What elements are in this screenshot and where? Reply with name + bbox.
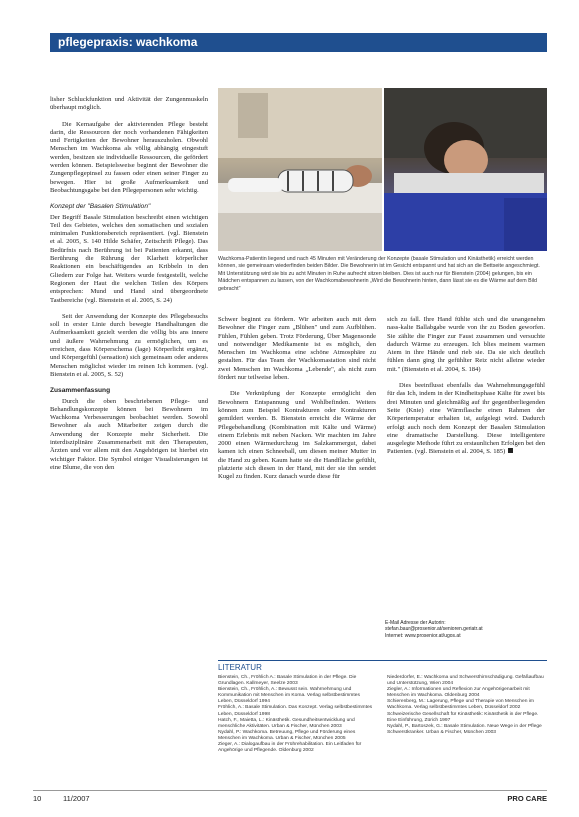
literature-entry: Bienstein, Ch., Fröhlich, A.: Bewusst sein. Wahrnehmung und Kommunikation mit Menschen im Koma. Verlag selbstbestimmtes Leben, Düsseldorf 1994 — [218, 687, 360, 705]
photo-patient-positioning — [384, 88, 547, 251]
literature-entry: Fröhlich, A.: Basale Stimulation. Das Konzept. Verlag selbstbestimmtes Leben, Düsseldorf 1998 — [218, 705, 373, 717]
article-column-3 — [387, 316, 545, 465]
literature-entry: Schierenberg, M.: Lagerung, Pflege und Therapie von Menschen im Wachkoma. Verlag selbstbestimmtes Leben, Düsseldorf 2002 — [387, 699, 534, 711]
section-heading: Zusammenfassung — [50, 387, 111, 395]
paragraph: Die Verknüpfung der Konzepte ermöglicht den Bewohnern Entspannung und Wohlbefinden. Weiters können zum Beispiel Kontrakturen oder Kontrakturen gemildert werden. B. Bienstein erreicht die Wärme der Pflegebehandlung (Kombination mit Kälte und Wärme) einem Erlebnis mit neben Nacken. Wir machten im Jahre 2000 einen Wärmedurchzug im Salzkammergut, dabei kamen ich einen Schneeball, um diesen meiner Mutter in die Hand zu geben. Kaum hatte sie die Handfläche gefühlt, platzierte sich diesen in der Hand, mit der sie ihn sendet Kugel zu finden. Kurz danach wurde diese für — [218, 390, 376, 481]
author-credit — [385, 620, 545, 639]
literature-entry: Zieger, A.: Dialogaufbau in der Frührehabilitation. Ein Leitfaden für Angehörige und Pflegende. Oldenburg 2002 — [218, 742, 362, 754]
paragraph: lisher Schluckfunktion und Aktivität der Zungenmuskeln überhaupt möglich. — [50, 96, 208, 112]
photo-illustration — [384, 88, 547, 251]
article-column-1 — [50, 96, 208, 480]
magazine-name: PRO CARE — [507, 794, 547, 803]
photo-patient-lying — [218, 88, 382, 251]
issue-date: 11/2007 — [63, 794, 90, 803]
credit-line[interactable]: Internet: www.prosenior.at/ugos.at — [385, 632, 461, 639]
paragraph: Die Kernaufgabe der aktivierenden Pflege besteht darin, die Ressourcen der noch vorhandenen Fähigkeiten und Fertigkeiten der Bewohner herauszuholen. Obwohl Menschen im Wachkoma als völlig abhängig eingestuft werden, besitzen sie individuelle Ressourcen, die gefördert werden können. Beispielsweise beginnt der Bewohner die Zungenpflegepinsel zu fassen oder einen seiner Finger zu bewegen. Hier ist große Aufmerksamkeit und Beobachtungsgabe bei den Pflegepersonen sehr wichtig. — [50, 120, 208, 194]
credit-line[interactable]: stefan.baur@prosenior.at/senioren.geriatr.at — [385, 626, 483, 633]
literature-heading: LITERATUR — [218, 660, 547, 672]
literature-entry: Schweizerische Gesellschaft für Kinästhetik: Kinästhetik in der Pflege. Eine Einführung, Zürich 1997 — [387, 711, 539, 723]
literature-entry: Ziegler, A.: Informationen und Reflexion zur Angehörigenarbeit mit Menschen im Wachkoma. Oldenburg 2004 — [387, 687, 530, 699]
section-title: pflegepraxis: wachkoma — [58, 35, 198, 49]
credit-line: E-Mail Adresse der Autorin: — [385, 620, 446, 626]
literature-entry: Nydahl, P., Bartoszek, G.: Basale Stimulation. Neue Wege in der Pflege Schwerstkranker. Urban & Fischer, München 2003 — [387, 723, 542, 735]
page-footer — [33, 790, 547, 803]
paragraph: Der Begriff Basale Stimulation beschreibt einen wichtigen Teil des Gebietes, welches den somatischen und sozialen minimalen Funktionsbereich repräsentiert. (vgl. Bienstein et al. 2005, S. 140 Hilde Schäfer, Zeitschrift Pflege). Das Bedürfnis nach Berührung ist bei Patienten erkannt, dass Berührung die Rührung der Klarheit körperlicher Reaktionen ein beschäftigendes an Kribbeln in den Gliedern zur Folge hat. Weiters wurde festgestellt, welche Regionen der Haut die welchen Teilen des Körpers entsprechen: Mund und Hand sind übergeordnete Tastbereiche (vgl. Bienstein et al. 2005, S. 24) — [50, 213, 208, 304]
article-column-2 — [218, 316, 376, 490]
photo-illustration — [218, 88, 382, 251]
paragraph: Durch die oben beschriebenen Pflege- und Behandlungskonzepte können bei Bewohnern im Wachkoma Verbesserungen beobachtet werden. Sowohl Bewohner als auch Mitarbeiter zeigen durch die Anwendung der Konzepte mehr Sicherheit. Die interdisziplinäre Zusammenarbeit mit den Therapeuten, Ärzten und vor allem mit den Angehörigen ist hierbei ein wichtiger Faktor. Die Symbol einiger Visualisierungen ist eine Blume, die von den — [50, 397, 208, 471]
literature-entry: Niederdorfer, E.: Wachkoma und Schwersthirnschädigung. Gefäßaufbau und Unterstützung, Wien 2004 — [387, 675, 544, 687]
paragraph: sich zu fall. Ihre Hand fühlte sich und die unangenehm nass-kalte Ballabgabe wurde von ihr zu Boden geworfen. Sie zählte die Finger zur Faust zusammen und versuchte dadurch Wärme zu erzeugen. Ich blies meinem warmen Atem in ihre Hände und rieb sie. Da sie sich deutlich fühlen dann ging ihr gefühlter Reiz nicht alleine wieder mit." (Bienstein et al. 2004, S. 184) — [387, 316, 545, 373]
literature-column-left — [218, 675, 376, 754]
paragraph: Seit der Anwendung der Konzepte des Pflegebesuchs soll in erster Linie durch bewegte Handhaltungen die Aufmerksamkeit gezielt werden die völlig bis ans innere und äußere Wahrnehmung zu ermöglichen, um es erreichen, dass Körperschema (lage) Körperlicht ergänzt, und Körpergefühl (sensation) sich gemeinsam oder anderes Menschen möglichst wieder im reinen Ich kommen. (vgl. Bienstein et al. 2005, S. 52) — [50, 312, 208, 378]
literature-entry: Nydahl, P.: Wachkoma. Betreuung, Pflege und Förderung eines Menschen im Wachkoma. Urban & Fischer, München 2005 — [218, 729, 356, 741]
paragraph — [387, 382, 545, 457]
photo-caption: Wachkoma-Patientin liegend und nach 45 Minuten mit Veränderung der Konzepte (basale Stimulation und Kinästhetik) erreicht werden können, sie gemeinsam wiederfinden beiden Bilder. Die Bewohnerin ist im Gesicht entspannt und hat sich an die Bettseite angeschmiegt. Mit Unterstützung wird sie bis zu acht Minuten in Ruhe aufrecht sitzen bleiben. Dies ist auch nur für Bienstein (2004) gelungen, bis ein Mädchen entspannen zu lassen, von der Wachkomabewohnerin „Wird die Bewohnerin hinten, dann lässt sie es die Wärme auf dem Bild gebracht" — [218, 256, 540, 292]
paragraph-text: Dies beeinflusst ebenfalls das Wahrnehmungsgefühl für das Ich, indem in der Kindheitsphase Kälte für zwei bis drei Minuten und gleichmäßig auf ihr gegenüberliegenden Seite (Knie) eine Wärmflasche einen Rahmen der Körpertemperatur erhalten ist, aufgelegt wird. Dadurch erfolgt auch noch dem Konzept der Basalen Stimulation eine dramatische Darstellung. Diese intelligentere ausgelegte Methode führt zu erstaunlichen Erfolgen bei den Patienten. (vgl. Bienstein et al. 2004, S. 185) — [387, 382, 545, 456]
paragraph: Schwer beginnt zu fördern. Wir arbeiten auch mit dem Bewohner die Finger zum „Blühen" und zum Aufblühen. Fühlen, Fühlen geben. Trotz Förderung, Über Magensonde und notwendiger Medikamente ist es möglich, den Menschen im Wachkoma eine schöne Atmosphäre zu gestalten. Für das Team der Wachkomastation sind nicht zwei Menschen im Wachkoma „Lebende", als nicht zum fördert nur teilweise leben. — [218, 316, 376, 382]
end-mark-icon — [508, 448, 513, 453]
section-heading: Konzept der "Basalen Stimulation" — [50, 203, 151, 211]
literature-entry: Bienstein, Ch., Fröhlich A.: Basale Stimulation in der Pflege. Die Grundlagen. Kallmeyer, Seelze 2003 — [218, 675, 357, 687]
page-number: 10 — [33, 794, 42, 803]
literature-column-right — [387, 675, 545, 736]
section-header — [50, 33, 547, 52]
literature-entry: Hatch, F., Maietta, L.: Kinästhetik. Gesundheitsentwicklung und menschliche Aktivitäten. Urban & Fischer, München 2003 — [218, 717, 355, 729]
